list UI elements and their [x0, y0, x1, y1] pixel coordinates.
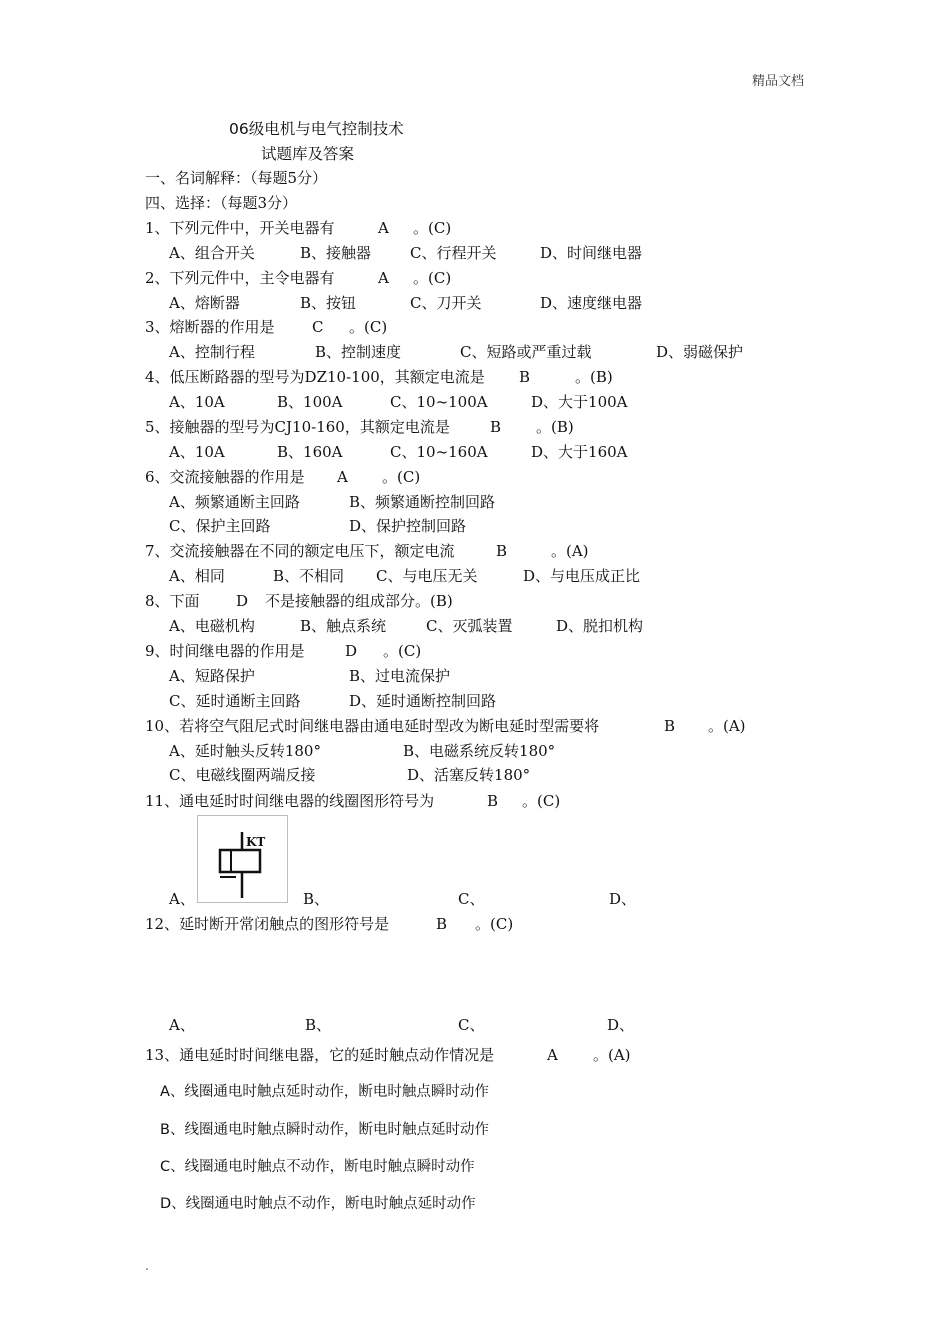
question-13-option: B、线圈通电时触点瞬时动作，断电时触点延时动作	[160, 1122, 489, 1138]
question-7-answer: B	[496, 542, 508, 560]
question-4-option: B、100A	[277, 393, 343, 411]
section-heading-choice: 四、选择：（每题3分）	[145, 194, 298, 212]
question-4-tail: 。(B)	[575, 368, 613, 386]
title-line-2: 试题库及答案	[261, 145, 355, 163]
question-11-stem: 11、通电延时时间继电器的线圈图形符号为	[145, 792, 435, 810]
question-10-option: A、延时触头反转180°	[169, 742, 321, 760]
question-6-option: D、保护控制回路	[349, 517, 467, 535]
question-6-option: B、频繁通断控制回路	[349, 493, 496, 511]
question-3-option: D、弱磁保护	[656, 343, 744, 361]
question-13-option: D、线圈通电时触点不动作，断电时触点延时动作	[160, 1196, 476, 1212]
question-12-option: D、	[607, 1016, 635, 1034]
question-9-option: C、延时通断主回路	[169, 692, 301, 710]
question-8-option: A、电磁机构	[169, 617, 255, 635]
question-8-option: B、触点系统	[300, 617, 387, 635]
question-13-option: C、线圈通电时触点不动作，断电时触点瞬时动作	[160, 1159, 475, 1175]
question-8-option: D、脱扣机构	[556, 617, 644, 635]
page-header-watermark: 精品文档	[752, 74, 805, 89]
question-7-option: D、与电压成正比	[523, 567, 641, 585]
relay-coil-label: KT	[246, 835, 266, 849]
section-heading-definitions: 一、名词解释：（每题5分）	[145, 169, 328, 187]
question-12-stem: 12、延时断开常闭触点的图形符号是	[145, 915, 390, 933]
question-9-option: B、过电流保护	[349, 667, 451, 685]
relay-coil-symbol-figure	[197, 815, 288, 903]
question-10-option: D、活塞反转180°	[407, 766, 531, 784]
question-1-answer: A	[378, 219, 389, 237]
question-3-option: C、短路或严重过载	[460, 343, 592, 361]
question-7-tail: 。(A)	[551, 542, 589, 560]
question-13-option: A、线圈通电时触点延时动作，断电时触点瞬时动作	[160, 1084, 489, 1100]
question-7-stem: 7、交流接触器在不同的额定电压下，额定电流	[145, 542, 455, 560]
question-13-stem: 13、通电延时时间继电器，它的延时触点动作情况是	[145, 1046, 495, 1064]
question-2-option: A、熔断器	[169, 294, 240, 312]
question-13-tail: 。(A)	[593, 1046, 631, 1064]
question-8-answer: D	[236, 592, 249, 610]
question-11-answer: B	[487, 792, 499, 810]
question-5-stem: 5、接触器的型号为CJ10-160，其额定电流是	[145, 418, 450, 436]
question-2-stem: 2、下列元件中，主令电器有	[145, 269, 335, 287]
question-2-answer: A	[378, 269, 389, 287]
question-11-option: A、	[169, 890, 195, 908]
question-12-answer: B	[436, 915, 448, 933]
question-6-tail: 。(C)	[382, 468, 421, 486]
question-5-option: C、10~160A	[390, 443, 488, 461]
question-3-tail: 。(C)	[349, 318, 388, 336]
question-3-answer: C	[312, 318, 324, 336]
question-6-answer: A	[337, 468, 348, 486]
question-5-option: A、10A	[169, 443, 225, 461]
relay-coil-symbol	[198, 816, 287, 902]
question-7-option: C、与电压无关	[376, 567, 478, 585]
question-11-tail: 。(C)	[522, 792, 561, 810]
question-1-option: C、行程开关	[410, 244, 497, 262]
question-4-answer: B	[519, 368, 531, 386]
question-4-option: D、大于100A	[531, 393, 628, 411]
question-7-option: A、相同	[169, 567, 225, 585]
question-8-tail: 不是接触器的组成部分。(B)	[265, 592, 453, 610]
question-13-answer: A	[547, 1046, 558, 1064]
question-12-option: B、	[305, 1016, 332, 1034]
question-2-tail: 。(C)	[413, 269, 452, 287]
question-3-option: A、控制行程	[169, 343, 255, 361]
question-12-option: C、	[458, 1016, 485, 1034]
question-1-tail: 。(C)	[413, 219, 452, 237]
question-9-stem: 9、时间继电器的作用是	[145, 642, 305, 660]
question-9-tail: 。(C)	[383, 642, 422, 660]
question-5-option: B、160A	[277, 443, 343, 461]
question-9-option: A、短路保护	[169, 667, 255, 685]
question-6-option: A、频繁通断主回路	[169, 493, 300, 511]
question-11-option: D、	[609, 890, 637, 908]
title-line-1: 06级电机与电气控制技术	[229, 120, 404, 138]
question-1-option: A、组合开关	[169, 244, 255, 262]
question-12-option: A、	[169, 1016, 195, 1034]
question-3-option: B、控制速度	[315, 343, 402, 361]
question-5-tail: 。(B)	[536, 418, 574, 436]
question-9-answer: D	[345, 642, 358, 660]
question-10-stem: 10、若将空气阻尼式时间继电器由通电延时型改为断电延时型需要将	[145, 717, 600, 735]
question-4-option: A、10A	[169, 393, 225, 411]
question-1-option: D、时间继电器	[540, 244, 643, 262]
question-10-answer: B	[664, 717, 676, 735]
question-2-option: B、按钮	[300, 294, 357, 312]
question-12-tail: 。(C)	[475, 915, 514, 933]
question-10-option: B、电磁系统反转180°	[403, 742, 556, 760]
question-1-stem: 1、下列元件中，开关电器有	[145, 219, 335, 237]
question-8-option: C、灭弧装置	[426, 617, 513, 635]
question-11-option: C、	[458, 890, 485, 908]
question-5-option: D、大于160A	[531, 443, 628, 461]
question-10-option: C、电磁线圈两端反接	[169, 766, 316, 784]
question-10-tail: 。(A)	[708, 717, 746, 735]
question-2-option: C、刀开关	[410, 294, 482, 312]
question-6-stem: 6、交流接触器的作用是	[145, 468, 305, 486]
page-footer-mark: .	[145, 1259, 149, 1273]
question-7-option: B、不相同	[273, 567, 345, 585]
question-9-option: D、延时通断控制回路	[349, 692, 497, 710]
question-4-option: C、10~100A	[390, 393, 488, 411]
question-2-option: D、速度继电器	[540, 294, 643, 312]
question-11-option: B、	[303, 890, 330, 908]
question-8-stem: 8、下面	[145, 592, 200, 610]
question-5-answer: B	[490, 418, 502, 436]
question-3-stem: 3、熔断器的作用是	[145, 318, 275, 336]
question-6-option: C、保护主回路	[169, 517, 271, 535]
question-1-option: B、接触器	[300, 244, 372, 262]
question-4-stem: 4、低压断路器的型号为DZ10-100，其额定电流是	[145, 368, 485, 386]
